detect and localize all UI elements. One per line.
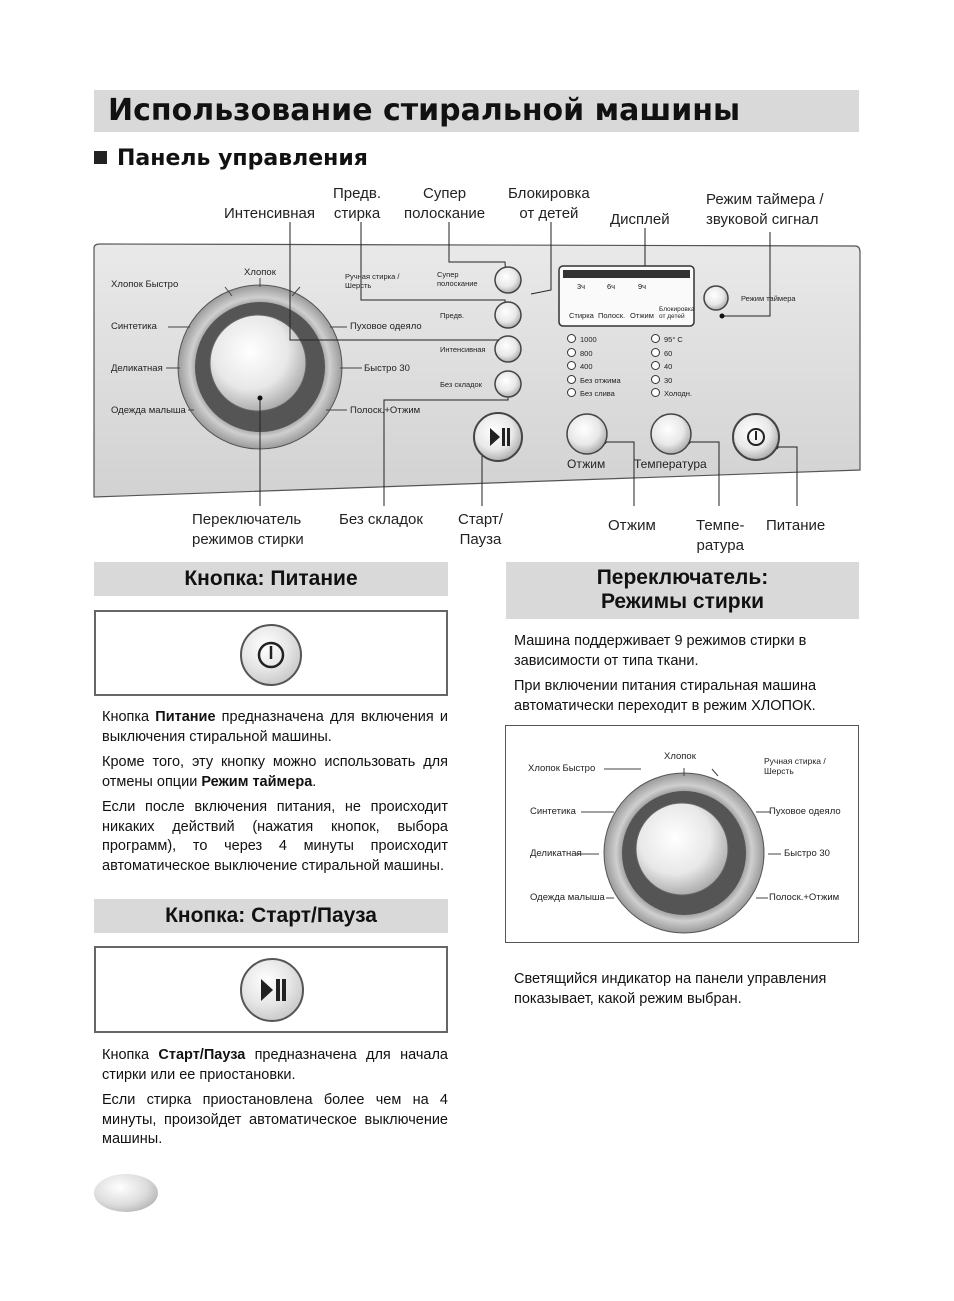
label-prewash: Предв. bbox=[440, 311, 465, 320]
program-cotton-quick: Хлопок Быстро bbox=[111, 279, 179, 290]
power-button-illustration bbox=[240, 624, 302, 686]
dial-program-quick30: Быстро 30 bbox=[784, 848, 830, 859]
selector-note: Светящийся индикатор на панели управления показывает, какой режим выбран. bbox=[514, 971, 827, 1007]
display-label-rinse: Полоск. bbox=[598, 311, 626, 320]
label-spin-button: Отжим bbox=[567, 457, 606, 471]
callout-super-rinse: Супер полоскание bbox=[404, 185, 486, 222]
callout-start-pause: Старт/ Пауза bbox=[458, 511, 503, 548]
callout-power: Питание bbox=[766, 517, 826, 534]
start-pause-button-illustration bbox=[240, 958, 304, 1022]
temperature-button[interactable] bbox=[651, 414, 691, 454]
power-heading: Кнопка: Питание bbox=[94, 562, 448, 596]
callout-program-selector: Переключатель режимов стирки bbox=[192, 511, 304, 548]
spin-option: 1000 bbox=[567, 333, 637, 347]
callout-no-crease: Без складок bbox=[339, 511, 423, 528]
selector-description: Машина поддерживает 9 режимов стирки в зависимости от типа ткани. При включении питания стиральная машина автоматически переходит в режим ХЛОПОК. bbox=[514, 633, 817, 714]
spin-button[interactable] bbox=[567, 414, 607, 454]
temp-options bbox=[651, 333, 721, 401]
section-title: Панель управления bbox=[94, 146, 368, 171]
dial-program-delicate: Деликатная bbox=[530, 848, 582, 859]
power-description: Кнопка Питание предназначена для включения и выключения стиральной машины. Кроме того, эту кнопку можно использовать для отмены опции Режим таймера. Если после включения питания, не происходит никаких действий (нажатия кнопок, выбора программ), то через 4 минуты происходит автоматическое выключение стиральной машины. bbox=[102, 709, 448, 874]
label-super-rinse: Супер полоскание bbox=[437, 270, 478, 288]
spin-option: Без отжима bbox=[567, 374, 637, 388]
program-quick30: Быстро 30 bbox=[364, 363, 410, 374]
temp-option: Холодн. bbox=[651, 387, 721, 401]
dial-program-duvet: Пуховое одеяло bbox=[769, 806, 841, 817]
program-baby-clothes: Одежда малыша bbox=[111, 405, 186, 416]
dial-program-cotton-quick: Хлопок Быстро bbox=[528, 763, 596, 774]
program-duvet: Пуховое одеяло bbox=[350, 321, 422, 332]
callout-child-lock: Блокировка от детей bbox=[508, 185, 590, 222]
label-no-crease: Без складок bbox=[440, 380, 482, 389]
dial-program-rinse-spin: Полоск.+Отжим bbox=[769, 892, 840, 903]
spin-options bbox=[567, 333, 637, 401]
display-label-wash: Стирка bbox=[569, 311, 594, 320]
play-pause-icon bbox=[242, 960, 302, 1020]
start-pause-button-box bbox=[94, 946, 448, 1033]
label-temp-button: Температура bbox=[634, 457, 707, 471]
callout-prewash: Предв. стирка bbox=[333, 185, 382, 222]
display-bar bbox=[563, 270, 690, 278]
program-hand-wool: Ручная стирка /Шерсть bbox=[345, 272, 400, 290]
callout-display: Дисплей bbox=[610, 211, 670, 228]
start-pause-heading: Кнопка: Старт/Пауза bbox=[94, 899, 448, 933]
display-label-spin: Отжим bbox=[630, 311, 654, 320]
label-intensive: Интенсивная bbox=[440, 345, 486, 354]
dial-illustration-box bbox=[505, 725, 859, 943]
power-button-box bbox=[94, 610, 448, 696]
spin-option: 400 bbox=[567, 360, 637, 374]
label-timer: Режим таймера bbox=[741, 294, 796, 303]
page-number-oval bbox=[94, 1174, 158, 1212]
timer-button[interactable] bbox=[704, 286, 728, 310]
spin-option: 800 bbox=[567, 347, 637, 361]
display-time-3: 3ч bbox=[577, 282, 586, 291]
dial-program-hand-wool: Ручная стирка /Шерсть bbox=[764, 756, 826, 776]
callout-intensive: Интенсивная bbox=[224, 205, 315, 222]
page-title: Использование стиральной машины bbox=[108, 93, 741, 128]
spin-option: Без слива bbox=[567, 387, 637, 401]
program-rinse-spin: Полоск.+Отжим bbox=[350, 405, 421, 416]
program-synthetics: Синтетика bbox=[111, 321, 157, 332]
dial-program-synthetics: Синтетика bbox=[530, 806, 576, 817]
display-time-6: 6ч bbox=[607, 282, 616, 291]
display-label-child-lock: Блокировка от детей bbox=[659, 306, 695, 320]
temp-option: 60 bbox=[651, 347, 721, 361]
dial-program-baby-clothes: Одежда малыша bbox=[530, 892, 605, 903]
temp-option: 95° C bbox=[651, 333, 721, 347]
temp-option: 40 bbox=[651, 360, 721, 374]
dial-program-cotton: Хлопок bbox=[664, 751, 696, 762]
display-time-9: 9ч bbox=[638, 282, 647, 291]
selector-heading: Переключатель: Режимы стирки bbox=[506, 562, 859, 619]
start-pause-description: Кнопка Старт/Пауза предназначена для начала стирки или ее приостановки. Если стирка приостановлена более чем на 4 минуты, произойдет автоматическое выключение машины. bbox=[102, 1047, 448, 1147]
temp-option: 30 bbox=[651, 374, 721, 388]
callout-timer: Режим таймера / звуковой сигнал bbox=[706, 191, 824, 228]
callout-spin: Отжим bbox=[608, 517, 656, 534]
program-delicate: Деликатная bbox=[111, 363, 163, 374]
program-cotton: Хлопок bbox=[244, 267, 276, 278]
power-icon bbox=[242, 626, 300, 684]
callout-temperature: Темпе- ратура bbox=[696, 517, 745, 554]
